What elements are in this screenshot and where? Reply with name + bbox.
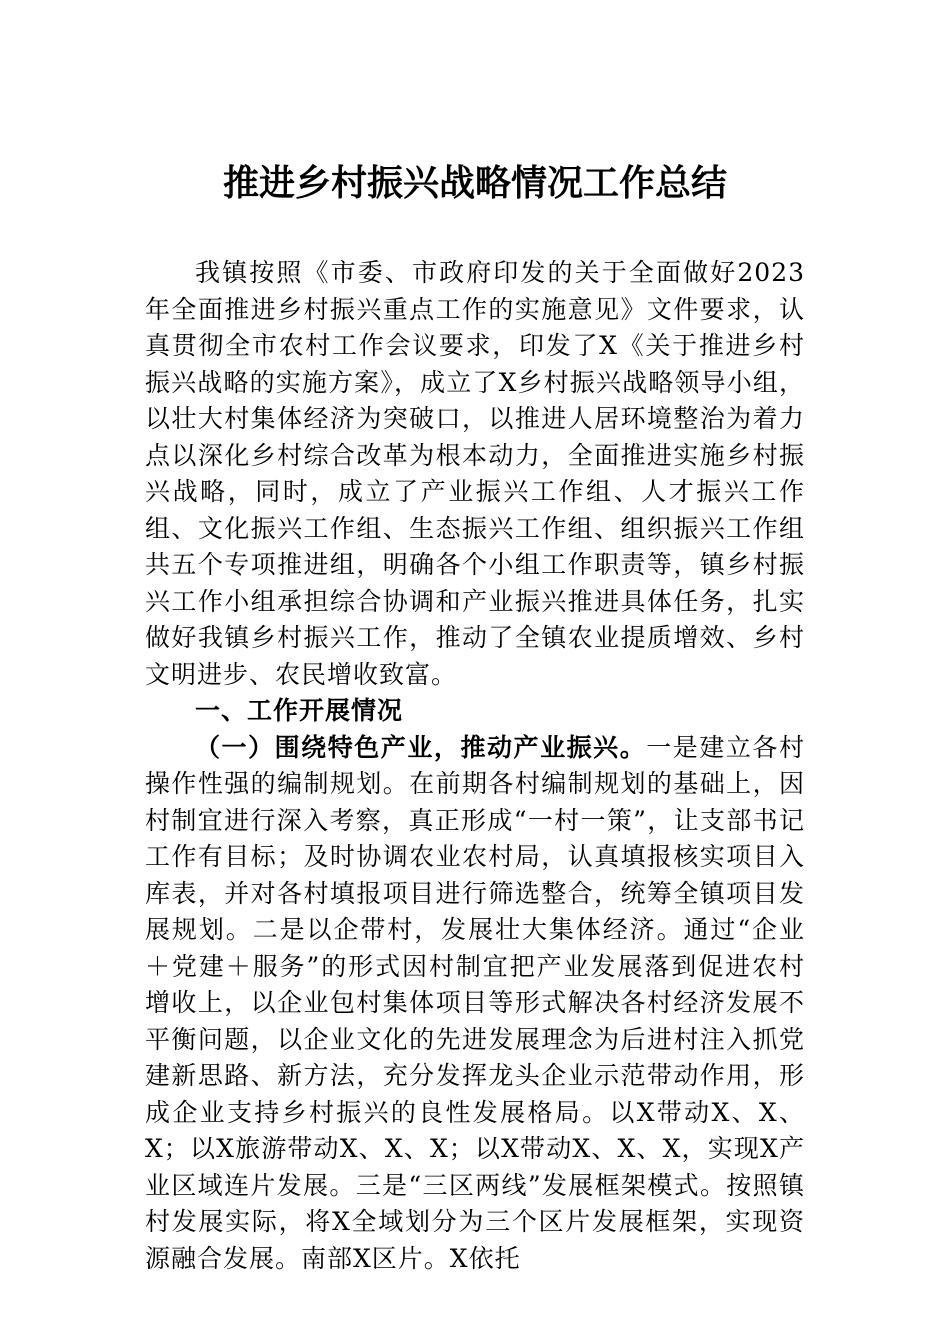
subsection-lead: （一）围绕特色产业，推动产业振兴。 — [195, 732, 647, 762]
document-body — [145, 255, 805, 1277]
intro-paragraph: 我镇按照《市委、市政府印发的关于全面做好2023年全面推进乡村振兴重点工作的实施意见》文件要求，认真贯彻全市农村工作会议要求，印发了X《关于推进乡村振兴战略的实施方案》，成立了X乡村振兴战略领导小组，以壮大村集体经济为突破口，以推进人居环境整治为着力点以深化乡村综合改革为根本动力，全面推进实施乡村振兴战略，同时，成立了产业振兴工作组、人才振兴工作组、文化振兴工作组、生态振兴工作组、组织振兴工作组共五个专项推进组，明确各个小组工作职责等，镇乡村振兴工作小组承担综合协调和产业振兴推进具体任务，扎实做好我镇乡村振兴工作，推动了全镇农业提质增效、乡村文明进步、农民增收致富。 — [145, 258, 805, 689]
subsection-body: 一是建立各村操作性强的编制规划。在前期各村编制规划的基础上，因村制宜进行深入考察，真正形成“一村一策”，让支部书记工作有目标；及时协调农业农村局，认真填报核实项目入库表，并对各村填报项目进行筛选整合，统筹全镇项目发展规划。二是以企带村，发展壮大集体经济。通过“企业＋党建＋服务”的形式因村制宜把产业发展落到促进农村增收上，以企业包村集体项目等形式解决各村经济发展不平衡问题，以企业文化的先进发展理念为后进村注入抓党建新思路、新方法，充分发挥龙头企业示范带动作用，形成企业支持乡村振兴的良性发展格局。以X带动X、X、X；以X旅游带动X、X、X；以X带动X、X、X，实现X产业区域连片发展。三是“三区两线”发展框架模式。按照镇村发展实际，将X全域划分为三个区片发展框架，实现资源融合发展。南部X区片。X依托 — [145, 732, 805, 1273]
section-heading: 一、工作开展情况 — [195, 696, 404, 725]
subsection-paragraph — [145, 730, 805, 1278]
document-title: 推进乡村振兴战略情况工作总结 — [222, 162, 727, 204]
